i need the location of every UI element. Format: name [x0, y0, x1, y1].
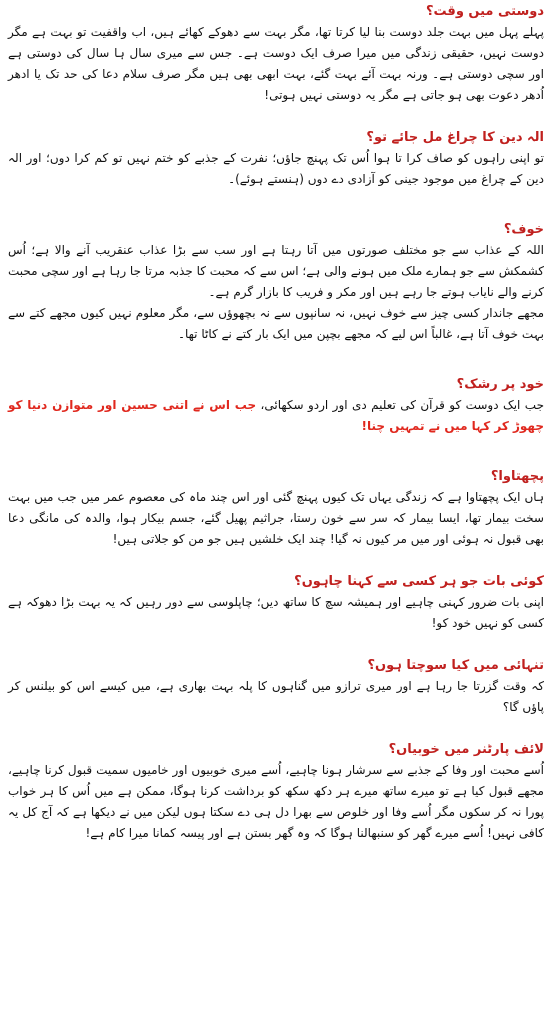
- question-heading: لائف پارٹنر میں خوبیاں؟: [388, 742, 544, 757]
- qa-message-to-all: [8, 572, 544, 634]
- answer-paragraph: تو اپنی راہوں کو صاف کرا تا ہوا اُس تک پہنچ جاؤں؛ نفرت کے جذبے کو ختم نہیں تو کم کرا دوں؛ اور الہ دین کے چراغ میں موجود جینی کو آزادی دے دوں (ہنستے ہوئے)۔: [8, 151, 544, 186]
- answer-paragraph: اللہ کے عذاب سے جو مختلف صورتوں میں آتا رہتا ہے اور سب سے بڑا عذاب عنقریب آنے والا ہے؛ اُس کشمکش سے جو ہمارے ملک میں ہونے والی ہے؛ اس سے کہ محبت کا جذبہ مرتا جا رہا ہے اور سچی محبت کرنے والے نایاب ہوتے جا رہے ہیں اور مکر و فریب کا بازار گرم ہے۔: [8, 243, 544, 299]
- qa-aladdin-lamp: [8, 128, 544, 190]
- answer-paragraph: کہ وقت گزرتا جا رہا ہے اور میری ترازو میں گناہوں کا پلہ بہت بھاری ہے، میں کیسے اس کو بیلنس کر پاؤں گا؟: [8, 679, 544, 714]
- qa-life-partner: [8, 740, 544, 844]
- question-heading: خوف؟: [503, 222, 544, 237]
- answer-highlight: جب اس نے اتنی حسین اور متوازن دنیا کو چھوڑ کر کہا میں نے تمہیں چنا!: [8, 398, 544, 433]
- question-heading: کوئی بات جو ہر کسی سے کہنا چاہوں؟: [294, 574, 544, 589]
- answer-paragraph: اپنی بات ضرور کہنی چاہیے اور ہمیشہ سچ کا ساتھ دیں؛ چاپلوسی سے دور رہیں کہ یہ بہت بڑا دھوکہ ہے کسی کو نہیں خود کو!: [8, 595, 544, 630]
- qa-self-envy: [8, 375, 544, 437]
- answer-paragraph: [8, 395, 544, 437]
- question-heading: دوستی میں وقت؟: [426, 4, 544, 19]
- answer-paragraph: مجھے جاندار کسی چیز سے خوف نہیں، نہ سانپوں سے نہ بچھوؤں سے، مگر معلوم نہیں کیوں مجھے کتے سے بہت خوف آتا ہے، غالباً اس لیے کہ مجھے بچپن میں ایک بار کتے نے کاٹا تھا۔: [8, 306, 544, 341]
- question-heading: خود پر رشک؟: [456, 377, 544, 392]
- qa-fear: [8, 220, 544, 345]
- question-heading: الہ دین کا چراغ مل جائے تو؟: [366, 130, 544, 145]
- answer-text: جب ایک دوست کو قرآن کی تعلیم دی اور اردو سکھائی،: [256, 398, 544, 412]
- qa-solitude-thoughts: [8, 656, 544, 718]
- question-heading: پچھتاوا؟: [490, 469, 544, 484]
- qa-friendship-time: [8, 2, 544, 106]
- qa-regret: [8, 467, 544, 550]
- answer-paragraph: اُسے محبت اور وفا کے جذبے سے سرشار ہونا چاہیے، اُسے میری خوبیوں اور خامیوں سمیت قبول کرنا چاہیے، مجھے قبول کیا ہے تو میرے ساتھ میرے ہر دکھ سکھ کو برداشت کرنا ہوگا، ممکن ہے میں اُس کا ہر خواب پورا نہ کر سکوں مگر اُسے وفا اور خلوص سے بھرا دل ہی دے سکتا ہوں لیکن میں نے دیکھا ہے کہ آج کل یہ کافی نہیں! اُسے میرے گھر کو سنبھالنا ہوگا کہ وہ گھر بستن ہے اور پیسہ کمانا میرا کام ہے!: [8, 763, 544, 840]
- answer-paragraph: پہلے پہل میں بہت جلد دوست بنا لیا کرتا تھا، مگر بہت سے دھوکے کھائے ہیں، اب واقفیت تو بہت ہے مگر دوست نہیں، حقیقی زندگی میں میرا صرف ایک دوست ہے۔ جس سے میری سال ہا سال کی دوستی ہے اور سچی دوستی ہے۔ ورنہ بہت آئے بہت گئے، بہت ابھی بھی ہیں مگر صرف سلام دعا کی حد تک یا ادھر اُدھر دعوت بھی ہو جاتی ہے مگر یہ دوستی نہیں ہوتی!: [8, 25, 544, 102]
- answer-paragraph: ہاں ایک پچھتاوا ہے کہ زندگی یہاں تک کیوں پہنچ گئی اور اس چند ماہ کی معصوم عمر میں جب میں بہت سخت بیمار تھا، ایسا بیمار کہ سر سے خون رستا، جراثیم پھیل گئے، جسم بیکار ہوا، والدہ کی مانگی دعا بھی قبول نہ ہوئی اور میں مر کیوں نہ گیا! چند ایک خلشیں ہیں جو من کو جلاتی ہیں!: [8, 490, 544, 546]
- question-heading: تنہائی میں کیا سوچتا ہوں؟: [367, 658, 544, 673]
